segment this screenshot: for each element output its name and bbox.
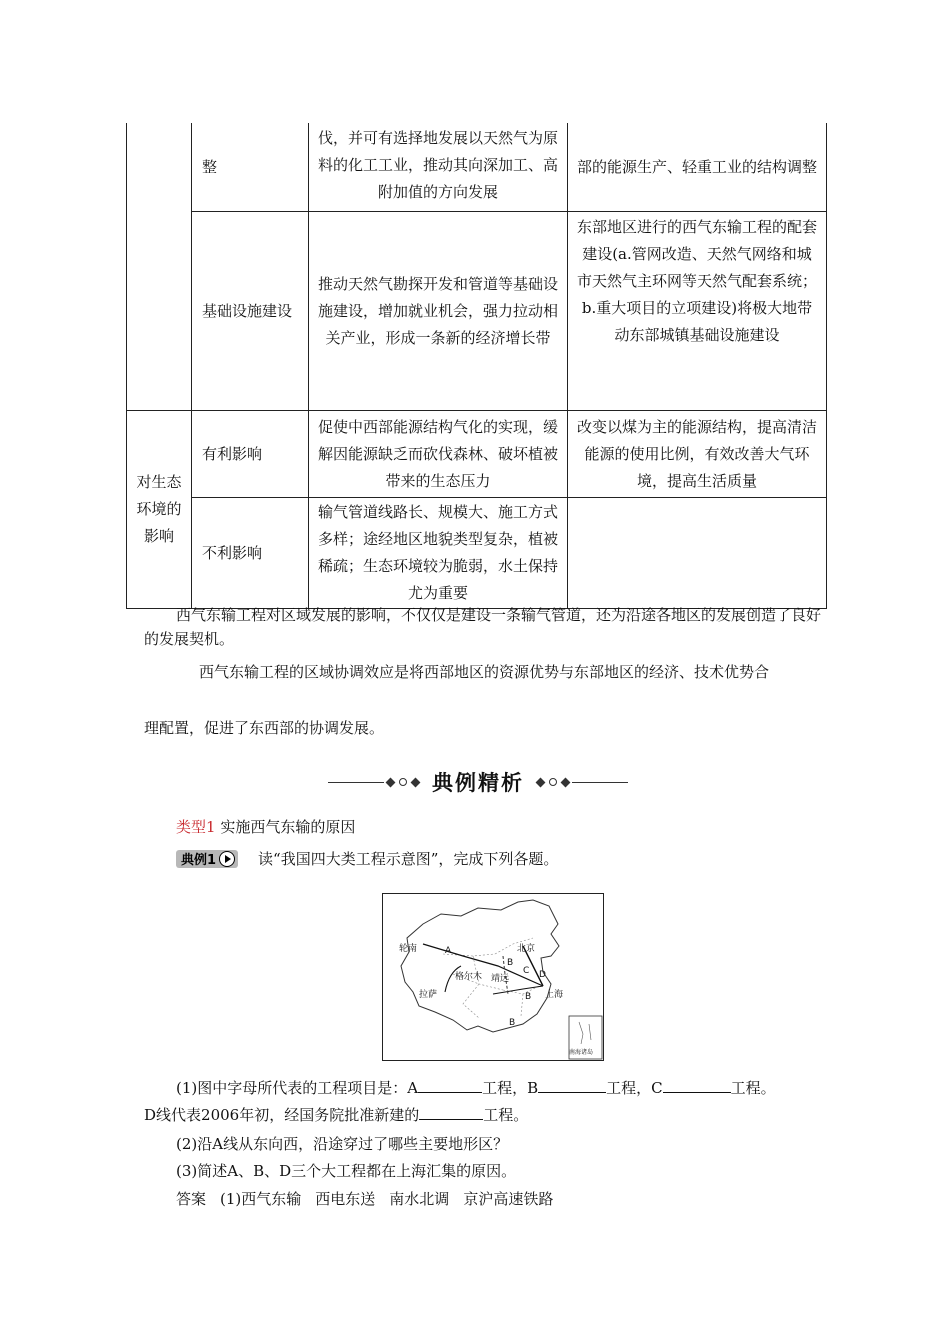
table-cell-aspect: 整 bbox=[192, 123, 309, 212]
q1-a-suffix: 工程，B bbox=[482, 1079, 539, 1097]
answer-item: 京沪高速铁路 bbox=[463, 1190, 554, 1208]
table-cell-west: 促使中西部能源结构气化的实现，缓解因能源缺乏而砍伐森林、破坏植被带来的生态压力 bbox=[309, 411, 568, 498]
example-line bbox=[176, 848, 558, 869]
map-label-lhasa: 拉萨 bbox=[419, 990, 438, 1000]
table-row bbox=[127, 212, 827, 411]
answer-blank-a[interactable] bbox=[418, 1077, 482, 1093]
answer-blank-d[interactable] bbox=[419, 1104, 483, 1120]
map-label-nanhai: 南海诸岛 bbox=[569, 1049, 594, 1056]
table-row bbox=[127, 498, 827, 609]
type-text: 实施西气东输的原因 bbox=[220, 818, 356, 836]
table-cell-east: 东部地区进行的西气东输工程的配套建设(a.管网改造、天然气网络和城市天然气主环网等天然气配套系统；b.重大项目的立项建设)将极大地带动东部城镇基础设施建设 bbox=[568, 212, 827, 411]
section-title: 典例精析 bbox=[432, 771, 524, 795]
answer-item: 西电东送 bbox=[315, 1190, 376, 1208]
table-row bbox=[127, 123, 827, 212]
map-label-shanghai: 上海 bbox=[545, 990, 564, 1000]
play-icon bbox=[219, 851, 235, 867]
q1-b-suffix: 工程，C bbox=[606, 1079, 663, 1097]
heading-ornament-left bbox=[328, 778, 422, 786]
table-cell-category: 对生态环境的影响 bbox=[127, 411, 192, 609]
type-line bbox=[176, 816, 355, 837]
table-cell-west: 伐，并可有选择地发展以天然气为原料的化工工业，推动其向深加工、高附加值的方向发展 bbox=[309, 123, 568, 212]
example-text: 读“我国四大类工程示意图”，完成下列各题。 bbox=[258, 850, 559, 868]
example-tag-label: 典例1 bbox=[181, 853, 217, 868]
paragraph-coordination-end: 理配置，促进了东西部的协调发展。 bbox=[144, 719, 385, 737]
china-projects-map bbox=[382, 893, 604, 1061]
table-cell-east: 改变以煤为主的能源结构，提高清洁能源的使用比例，有效改善大气环境，提高生活质量 bbox=[568, 411, 827, 498]
question-3: (3)简述A、B、D三个大工程都在上海汇集的原因。 bbox=[176, 1162, 517, 1180]
answer-line bbox=[176, 1188, 567, 1210]
question-1 bbox=[176, 1077, 776, 1099]
answer-item: 西气东输 bbox=[241, 1190, 302, 1208]
example-tag bbox=[176, 850, 238, 868]
map-label-b-mid: B bbox=[525, 992, 532, 1002]
answer-prefix: (1) bbox=[220, 1190, 242, 1208]
table-cell-aspect: 有利影响 bbox=[192, 411, 309, 498]
map-label-d: D bbox=[539, 970, 546, 980]
table-cell-east bbox=[568, 498, 827, 609]
table-cell-west: 推动天然气勘探开发和管道等基础设施建设，增加就业机会，强力拉动相关产业，形成一条新的经济增长带 bbox=[309, 212, 568, 411]
map-label-geermu: 格尔木 bbox=[455, 972, 483, 982]
paragraph-regional-impact: 西气东输工程对区域发展的影响，不仅仅是建设一条输气管道，还为沿途各地区的发展创造了良好的发展契机。 bbox=[144, 606, 822, 648]
answer-label: 答案 bbox=[176, 1190, 207, 1208]
answer-blank-c[interactable] bbox=[663, 1077, 731, 1093]
line-b bbox=[493, 986, 543, 994]
map-label-b-top: B bbox=[507, 958, 514, 968]
q1-line2-prefix: D线代表2006年初，经国务院批准新建的 bbox=[144, 1106, 420, 1124]
china-outline bbox=[401, 900, 559, 1032]
answer-item: 南水北调 bbox=[389, 1190, 450, 1208]
map-label-jingyuan: 靖远 bbox=[491, 974, 510, 984]
table-cell-east: 部的能源生产、轻重工业的结构调整 bbox=[568, 123, 827, 212]
impact-table bbox=[126, 123, 827, 609]
map-label-a: A bbox=[445, 946, 452, 956]
q1-prefix: (1)图中字母所代表的工程项目是：A bbox=[176, 1079, 419, 1097]
table-cell-aspect: 基础设施建设 bbox=[192, 212, 309, 411]
q1-c-suffix: 工程。 bbox=[730, 1079, 776, 1097]
map-label-c: C bbox=[523, 966, 530, 976]
table-cell-west: 输气管道线路长、规模大、施工方式多样；途经地区地貌类型复杂，植被稀疏；生态环境较为脆弱，水土保持尤为重要 bbox=[309, 498, 568, 609]
table-cell-aspect: 不利影响 bbox=[192, 498, 309, 609]
map-label-lunnan: 轮南 bbox=[399, 944, 418, 954]
q1-line2-suffix: 工程。 bbox=[483, 1106, 529, 1124]
answer-blank-b[interactable] bbox=[538, 1077, 606, 1093]
map-label-beijing: 北京 bbox=[517, 944, 536, 954]
table-row bbox=[127, 411, 827, 498]
section-heading bbox=[288, 764, 668, 800]
table-cell-category bbox=[127, 123, 192, 411]
question-1-line2 bbox=[144, 1104, 528, 1126]
paragraph-coordination: 西气东输工程的区域协调效应是将西部地区的资源优势与东部地区的经济、技术优势合 bbox=[198, 663, 769, 681]
type-label: 类型1 bbox=[176, 818, 216, 836]
map-label-b-low: B bbox=[509, 1018, 516, 1028]
heading-ornament-right bbox=[534, 778, 628, 786]
question-2: (2)沿A线从东向西，沿途穿过了哪些主要地形区？ bbox=[176, 1135, 509, 1153]
